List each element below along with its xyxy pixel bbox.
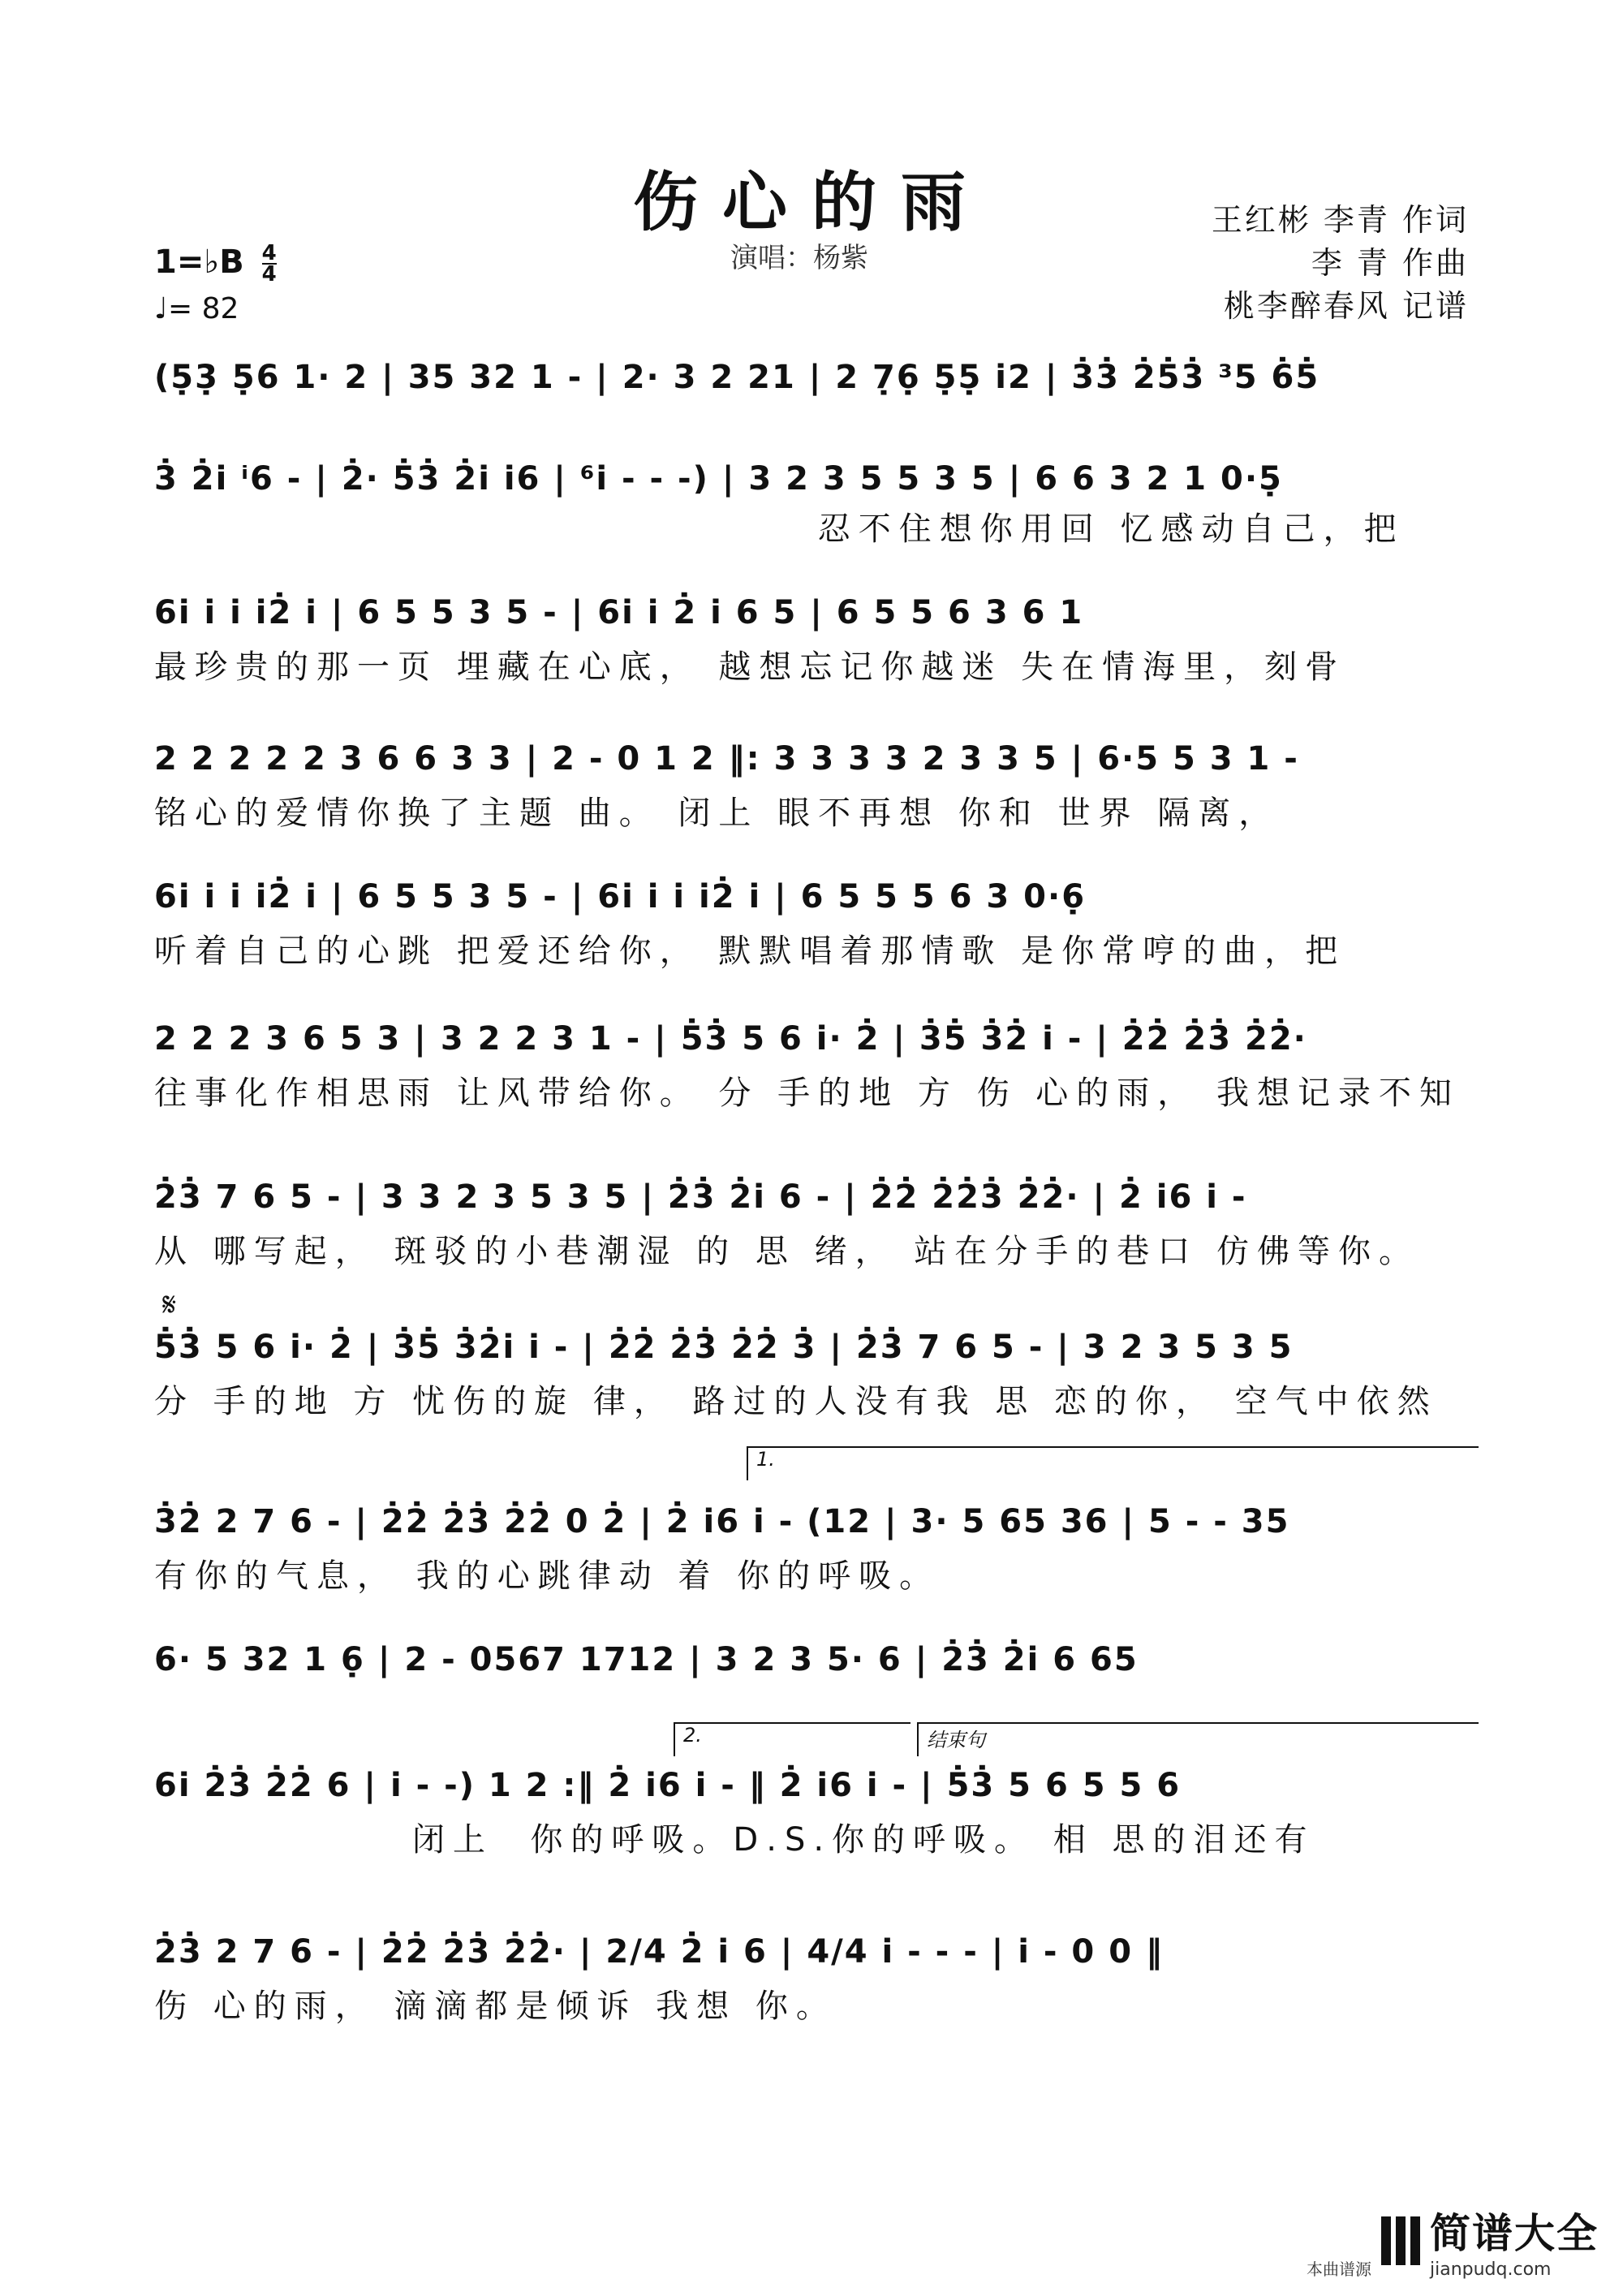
credit-composer: 李 青 作曲 [1311, 245, 1469, 281]
volta-1-label: 1. [756, 1448, 775, 1471]
lyrics-line-7: 从 哪写起， 斑驳的小巷潮湿 的 思 绪， 站在分手的巷口 仿佛等你。 [154, 1233, 1420, 1270]
lyrics-line-2: 忍不住想你用回 忆感动自己，把 [154, 510, 1405, 548]
score-system-9: 3̇2̇ 2 7 6 - | 2̇2̇ 2̇3̇ 2̇2̇ 0 2̇ | 2̇ i6 i - (12 | 3· 5 65 36 | 5 - - 35 [154, 1503, 1290, 1540]
score-system-7: 2̇3̇ 7 6 5 - | 3 3 2 3 5 3 5 | 2̇3̇ 2̇i 6 - | 2̇2̇ 2̇2̇3̇ 2̇2̇· | 2̇ i6 i - [154, 1178, 1247, 1216]
coda-bracket [917, 1722, 1479, 1756]
score-system-4: 2 2 2 2 2 3 6 6 3 3 | 2 - 0 1 2 ‖: 3 3 3 3 2 3 3 5 | 6·5 5 3 1 - [154, 740, 1299, 778]
segno-sign: 𝄋 [162, 1286, 177, 1324]
singer: 演唱：杨紫 [730, 242, 868, 274]
score-system-8: 5̇3̇ 5 6 i· 2̇ | 3̇5̇ 3̇2̇i i - | 2̇2̇ 2̇3̇ 2̇2̇ 3̇ | 2̇3̇ 7 6 5 - | 3 2 3 5 3 5 [154, 1329, 1294, 1366]
tempo-mark: ♩= 82 [154, 292, 239, 325]
score-system-2: 3̇ 2̇i ⁱ6 - | 2̇· 5̇3̇ 2̇i i6 | ⁶i - - -) | 3 2 3 5 5 3 5 | 6 6 3 2 1 0·5̣ [154, 460, 1283, 498]
lyrics-line-12: 伤 心的雨， 滴滴都是倾诉 我想 你。 [154, 1988, 837, 2025]
score-system-6: 2 2 2 3 6 5 3 | 3 2 2 3 1 - | 5̇3̇ 5 6 i· 2̇ | 3̇5̇ 3̇2̇ i - | 2̇2̇ 2̇3̇ 2̇2̇· [154, 1020, 1307, 1058]
piano-keys-icon [1381, 2216, 1420, 2265]
score-system-1: (5̣3̣ 5̣6 1· 2 | 35 32 1 - | 2· 3 2 21 | 2 7̣6̣ 5̣5̣ i2 | 3̇3̇ 2̇5̇3̇ ³5 6̇5̇ [154, 359, 1320, 396]
time-signature [262, 243, 277, 284]
key-signature [154, 243, 277, 284]
time-signature-top: 4 [261, 241, 277, 265]
score-system-11: 6i 2̇3̇ 2̇2̇ 6 | i - -) 1 2 :‖ 2̇ i6 i - ‖ 2̇ i6 i - | 5̇3̇ 5 6 5 5 6 [154, 1767, 1182, 1804]
coda-label: 结束句 [927, 1729, 985, 1751]
site-url: jianpudq.com [1430, 2259, 1552, 2280]
score-system-5: 6i i i i2̇ i | 6 5 5 3 5 - | 6i i i i2̇ i | 6 5 5 5 6 3 0·6̣ [154, 878, 1087, 915]
lyrics-line-5: 听着自己的心跳 把爱还给你， 默默唱着那情歌 是你常哼的曲，把 [154, 933, 1346, 970]
footer-note: 本曲谱源 [1307, 2259, 1371, 2279]
score-system-3: 6i i i i2̇ i | 6 5 5 3 5 - | 6i i 2̇ i 6 5 | 6 5 5 6 3 6 1 [154, 594, 1084, 631]
score-system-12: 2̇3̇ 2 7 6 - | 2̇2̇ 2̇3̇ 2̇2̇· | 2/4 2̇ i 6 | 4/4 i - - - | i - 0 0 ‖ [154, 1933, 1164, 1971]
lyrics-line-4: 铭心的爱情你换了主题 曲。 闭上 眼不再想 你和 世界 隔离， [154, 795, 1280, 832]
credit-transcriber: 桃李醉春风 记谱 [1223, 288, 1469, 324]
score-system-10: 6· 5 32 1 6̣ | 2 - 0567 1712 | 3 2 3 5· 6 | 2̇3̇ 2̇i 6 65 [154, 1641, 1139, 1678]
lyrics-line-6: 往事化作相思雨 让风带给你。 分 手的地 方 伤 心的雨， 我想记录不知 [154, 1075, 1461, 1112]
volta-2-bracket [674, 1722, 911, 1756]
key-label: 1=♭B [154, 243, 244, 281]
time-signature-bottom: 4 [261, 262, 277, 286]
site-logo-text [1430, 2201, 1599, 2280]
lyrics-line-8: 分 手的地 方 忧伤的旋 律， 路过的人没有我 思 恋的你， 空气中依然 [154, 1383, 1438, 1420]
site-logo[interactable] [1381, 2201, 1599, 2280]
site-name: 简谱大全 [1430, 2210, 1599, 2257]
lyrics-line-11: 闭上 你的呼吸。D.S.你的呼吸。 相 思的泪还有 [154, 1821, 1315, 1859]
lyrics-line-9: 有你的气息， 我的心跳律动 着 你的呼吸。 [154, 1557, 941, 1595]
volta-2-label: 2. [683, 1724, 702, 1747]
volta-1-bracket [747, 1446, 1479, 1480]
lyrics-line-3: 最珍贵的那一页 埋藏在心底， 越想忘记你越迷 失在情海里，刻骨 [154, 648, 1346, 686]
credit-lyricist: 王红彬 李青 作词 [1211, 202, 1469, 238]
song-title: 伤心的雨 [633, 164, 990, 240]
